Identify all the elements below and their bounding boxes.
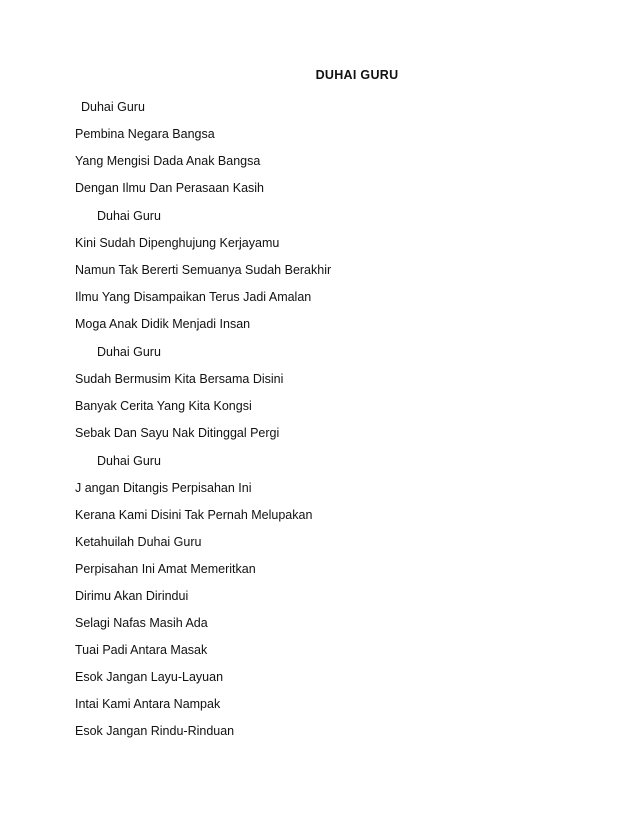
poem-line: Kini Sudah Dipenghujung Kerjayamu [75, 236, 280, 250]
poem-line: Ketahuilah Duhai Guru [75, 535, 202, 549]
poem-line: Intai Kami Antara Nampak [75, 697, 221, 711]
poem-line: Duhai Guru [81, 100, 145, 114]
poem-line: Esok Jangan Rindu-Rinduan [75, 724, 235, 738]
poem-line: Duhai Guru [97, 454, 161, 468]
poem-line: Moga Anak Didik Menjadi Insan [75, 317, 251, 331]
poem-line: Dengan Ilmu Dan Perasaan Kasih [75, 181, 265, 195]
poem-line: Ilmu Yang Disampaikan Terus Jadi Amalan [75, 290, 312, 304]
poem-line: Perpisahan Ini Amat Memeritkan [75, 562, 256, 576]
poem-line: Duhai Guru [97, 345, 161, 359]
poem-line: Esok Jangan Layu-Layuan [75, 670, 224, 684]
poem-line: Duhai Guru [97, 209, 161, 223]
poem-line: Namun Tak Bererti Semuanya Sudah Berakhir [75, 263, 332, 277]
poem-line: Banyak Cerita Yang Kita Kongsi [75, 399, 252, 413]
poem-line: Pembina Negara Bangsa [75, 127, 215, 141]
poem-line: Dirimu Akan Dirindui [75, 589, 189, 603]
poem-line: Tuai Padi Antara Masak [75, 643, 208, 657]
poem-line: J angan Ditangis Perpisahan Ini [75, 481, 252, 495]
poem-line: Sebak Dan Sayu Nak Ditinggal Pergi [75, 426, 280, 440]
poem-line: Sudah Bermusim Kita Bersama Disini [75, 372, 284, 386]
page-title: DUHAI GURU [315, 68, 399, 82]
poem-line: Kerana Kami Disini Tak Pernah Melupakan [75, 508, 313, 522]
poem-line: Selagi Nafas Masih Ada [75, 616, 208, 630]
poem-line: Yang Mengisi Dada Anak Bangsa [75, 154, 261, 168]
